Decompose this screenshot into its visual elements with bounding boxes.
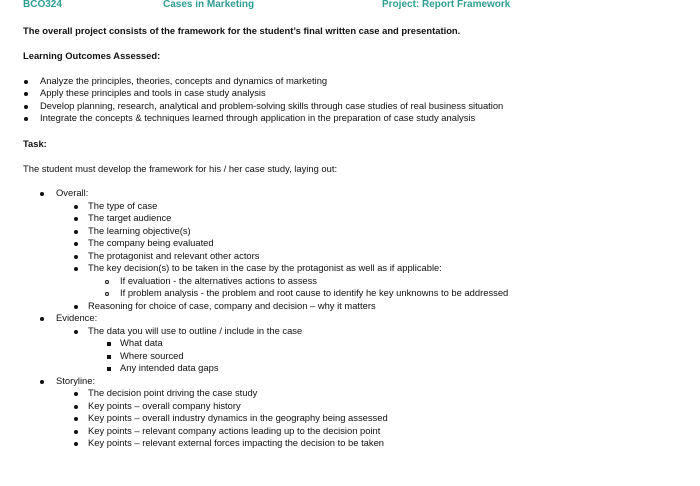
circle-bullet-icon xyxy=(105,280,109,284)
bullet-icon xyxy=(74,255,78,259)
storyline-item: Key points – relevant company actions leading up to the decision point xyxy=(88,425,381,436)
bullet-icon xyxy=(74,417,78,421)
evidence-label: Evidence: xyxy=(56,312,98,323)
course-code: BCO324 xyxy=(23,0,62,10)
outcome-item: Develop planning, research, analytical and problem-solving skills through case studies of real business situation xyxy=(40,100,504,111)
evidence-sub-item: Any intended data gaps xyxy=(120,362,219,373)
outcomes-heading: Learning Outcomes Assessed: xyxy=(23,50,161,61)
bullet-icon xyxy=(40,380,44,384)
bullet-icon xyxy=(74,430,78,434)
outcome-item: Analyze the principles, theories, concepts and dynamics of marketing xyxy=(40,75,328,86)
circle-bullet-icon xyxy=(105,292,109,296)
overall-item: The type of case xyxy=(88,200,158,211)
overall-item: The learning objective(s) xyxy=(88,225,191,236)
evidence-sub-item: Where sourced xyxy=(120,350,184,361)
storyline-item: Key points – relevant external forces impacting the decision to be taken xyxy=(88,437,385,448)
square-bullet-icon xyxy=(107,367,111,371)
overall-sub-item: If evaluation - the alternatives actions to assess xyxy=(120,275,317,286)
bullet-icon xyxy=(40,317,44,321)
square-bullet-icon xyxy=(107,342,111,346)
bullet-icon xyxy=(74,217,78,221)
bullet-icon xyxy=(74,330,78,334)
storyline-label: Storyline: xyxy=(56,375,96,386)
bullet-icon xyxy=(40,192,44,196)
outcome-item: Integrate the concepts & techniques learned through application in the preparation of case study analysis xyxy=(40,112,476,123)
bullet-icon xyxy=(74,205,78,209)
evidence-sub-item: What data xyxy=(120,337,163,348)
overall-item: Reasoning for choice of case, company and decision – why it matters xyxy=(88,300,376,311)
course-name: Cases in Marketing xyxy=(163,0,255,10)
overall-item: The company being evaluated xyxy=(88,237,214,248)
task-heading: Task: xyxy=(23,138,47,149)
overall-item: The protagonist and relevant other actors xyxy=(88,250,260,261)
intro-text: The overall project consists of the framework for the student’s final written case and presentation. xyxy=(23,25,461,36)
overall-item: The key decision(s) to be taken in the case by the protagonist as well as if applicable: xyxy=(88,262,442,273)
storyline-item: The decision point driving the case study xyxy=(88,387,258,398)
bullet-icon xyxy=(74,242,78,246)
overall-label: Overall: xyxy=(56,187,89,198)
storyline-item: Key points – overall industry dynamics in the geography being assessed xyxy=(88,412,388,423)
bullet-icon xyxy=(74,392,78,396)
storyline-item: Key points – overall company history xyxy=(88,400,241,411)
bullet-icon xyxy=(74,267,78,271)
overall-sub-item: If problem analysis - the problem and root cause to identify he key unknowns to be addressed xyxy=(120,287,509,298)
bullet-icon xyxy=(24,80,28,84)
bullet-icon xyxy=(74,442,78,446)
square-bullet-icon xyxy=(107,355,111,359)
bullet-icon xyxy=(24,117,28,121)
project-title: Project: Report Framework xyxy=(382,0,511,10)
overall-item: The target audience xyxy=(88,212,172,223)
bullet-icon xyxy=(74,305,78,309)
bullet-icon xyxy=(74,230,78,234)
evidence-item: The data you will use to outline / include in the case xyxy=(88,325,303,336)
outcome-item: Apply these principles and tools in case study analysis xyxy=(40,87,266,98)
bullet-icon xyxy=(24,92,28,96)
bullet-icon xyxy=(74,405,78,409)
bullet-icon xyxy=(24,105,28,109)
task-text: The student must develop the framework for his / her case study, laying out: xyxy=(23,163,338,174)
